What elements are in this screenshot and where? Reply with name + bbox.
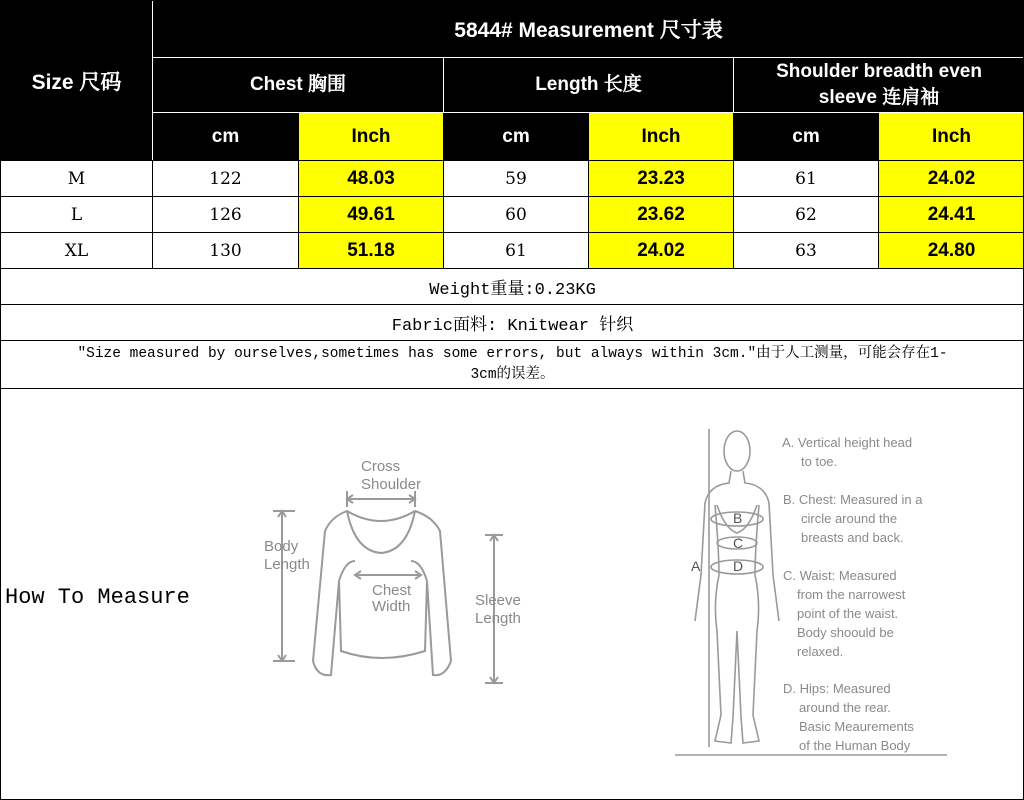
chest-cm-cell: 126 [153,197,299,233]
note-a: to toe. [801,454,838,469]
letter-b: B [733,510,743,526]
note-c: from the narrowest [797,587,906,602]
shoulder-inch-cell: 24.80 [879,233,1024,269]
shoulder-inch-cell: 24.02 [879,161,1024,197]
length-group-header: Length 长度 [444,58,734,113]
chest-width-label: Width [372,598,411,615]
letter-d: D [733,558,744,574]
chest-width-label: Chest [372,582,412,599]
cross-shoulder-label: Shoulder [361,476,422,493]
chest-inch-header: Inch [299,113,444,161]
length-cm-cell: 60 [444,197,589,233]
sleeve-length-label: Sleeve [475,592,521,609]
note-b: B. Chest: Measured in a [783,492,923,507]
chest-cm-cell: 130 [153,233,299,269]
length-cm-header: cm [444,113,589,161]
chest-cm-cell: 122 [153,161,299,197]
chest-inch-cell: 48.03 [299,161,444,197]
note-d: of the Human Body [799,738,911,753]
how-to-measure-label: How To Measure [5,585,190,610]
size-cell: L [1,197,153,233]
shoulder-cm-header: cm [734,113,879,161]
note-c: point of the waist. [797,606,899,621]
note-d: D. Hips: Measured [783,681,891,696]
length-inch-cell: 24.02 [589,233,734,269]
size-column-header: Size 尺码 [1,1,153,161]
letter-c: C [733,535,744,551]
shoulder-group-header: Shoulder breadth even sleeve 连肩袖 [734,58,1024,113]
letter-a: A [691,558,701,574]
measurement-note: "Size measured by ourselves,sometimes has some errors, but always within 3cm."由于人工测量，可能会存在1- 3cm的误差。 [1,341,1024,389]
shoulder-inch-header: Inch [879,113,1024,161]
body-length-label: Body [264,538,299,555]
length-inch-cell: 23.23 [589,161,734,197]
note-d: Basic Meaurements [799,719,914,734]
sleeve-length-label: Length [475,610,521,627]
size-cell: M [1,161,153,197]
chest-inch-cell: 51.18 [299,233,444,269]
fabric-row: Fabric面料: Knitwear 针织 [1,305,1024,341]
body-length-label: Length [264,556,310,573]
shoulder-cm-cell: 63 [734,233,879,269]
size-cell: XL [1,233,153,269]
shoulder-cm-cell: 62 [734,197,879,233]
length-cm-cell: 61 [444,233,589,269]
weight-row: Weight重量:0.23KG [1,269,1024,305]
cross-shoulder-label: Cross [361,458,401,475]
note-b: breasts and back. [801,530,904,545]
length-inch-header: Inch [589,113,734,161]
shoulder-inch-cell: 24.41 [879,197,1024,233]
shoulder-cm-cell: 61 [734,161,879,197]
note-d: around the rear. [799,700,891,715]
chest-inch-cell: 49.61 [299,197,444,233]
note-a: A. Vertical height head [782,435,913,450]
note-c: C. Waist: Measured [783,568,897,583]
note-c: Body shoould be [797,625,894,640]
length-cm-cell: 59 [444,161,589,197]
chart-title: 5844# Measurement 尺寸表 [153,1,1024,58]
chest-cm-header: cm [153,113,299,161]
length-inch-cell: 23.62 [589,197,734,233]
chest-group-header: Chest 胸围 [153,58,444,113]
note-b: circle around the [801,511,898,526]
note-c: relaxed. [797,644,844,659]
